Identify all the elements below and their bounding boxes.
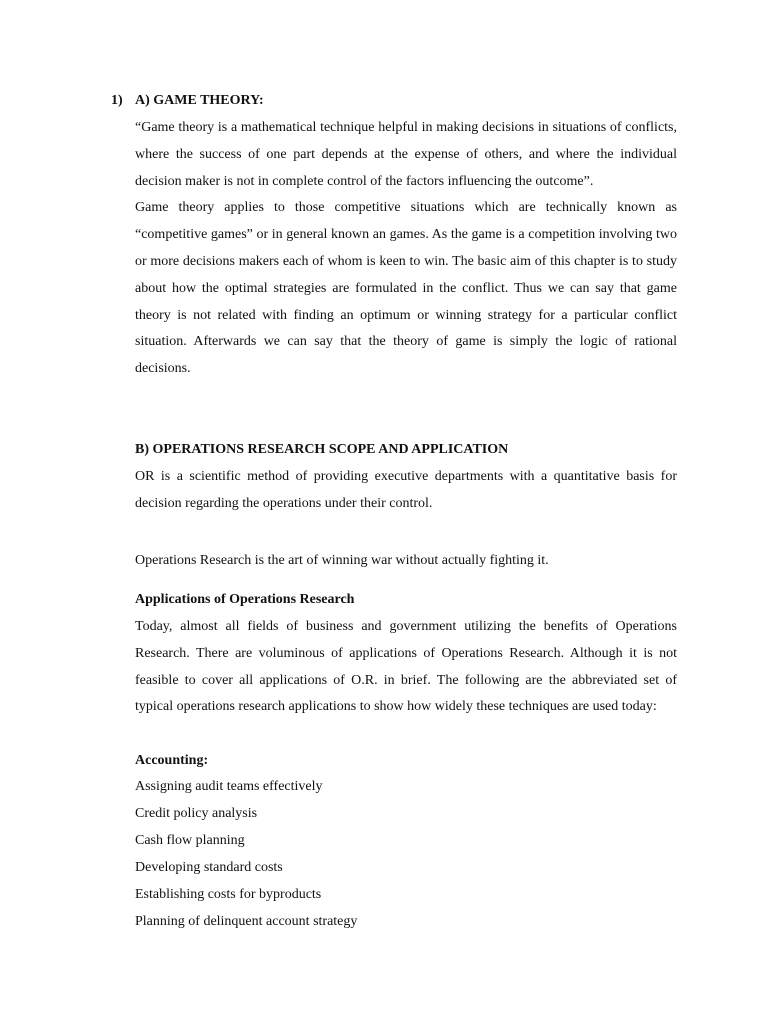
list-item: Developing standard costs: [135, 860, 283, 875]
list-item: Cash flow planning: [135, 833, 245, 848]
applications-intro: Today, almost all fields of business and government utilizing the benefits of Operations Research. There are voluminous of applications of Operations Research. Although it is not feasible to cover all applications of O.R. in brief. The following are the abbreviated set of typical operations research applications to show how widely these techniques are used today:: [135, 619, 677, 715]
game-theory-paragraph: Game theory applies to those competitive situations which are technically known as “competitive games” or in general known an games. As the game is a competition involving two or more decisions makers each of whom is keen to win. The basic aim of this chapter is to study about how the optimal strategies are formulated in the conflict. Thus we can say that game theory is not related with finding an optimum or winning strategy for a particular conflict situation. Afterwards we can say that the theory of game is simply the logic of rational decisions.: [135, 200, 677, 377]
list-item: Assigning audit teams effectively: [135, 779, 323, 794]
list-item: Planning of delinquent account strategy: [135, 914, 358, 929]
accounting-heading: Accounting:: [135, 753, 209, 768]
game-theory-heading: A) GAME THEORY:: [135, 93, 264, 108]
list-item: Credit policy analysis: [135, 806, 258, 821]
game-theory-quote: “Game theory is a mathematical technique helpful in making decisions in situations of conflicts, where the success of one part depends at the expense of others, and where the individual decision maker is not in complete control of the factors influencing the outcome”.: [135, 120, 677, 189]
operations-research-heading: B) OPERATIONS RESEARCH SCOPE AND APPLICATION: [135, 442, 509, 457]
section-1-heading: [111, 93, 264, 109]
or-quip: Operations Research is the art of winning war without actually fighting it.: [135, 553, 549, 568]
section-number: 1): [111, 93, 123, 108]
game-theory-body: [135, 115, 677, 383]
or-definition: OR is a scientific method of providing executive departments with a quantitative basis for decision regarding the operations under their control.: [135, 469, 677, 511]
applications-heading: Applications of Operations Research: [135, 592, 355, 607]
list-item: Establishing costs for byproducts: [135, 887, 322, 902]
